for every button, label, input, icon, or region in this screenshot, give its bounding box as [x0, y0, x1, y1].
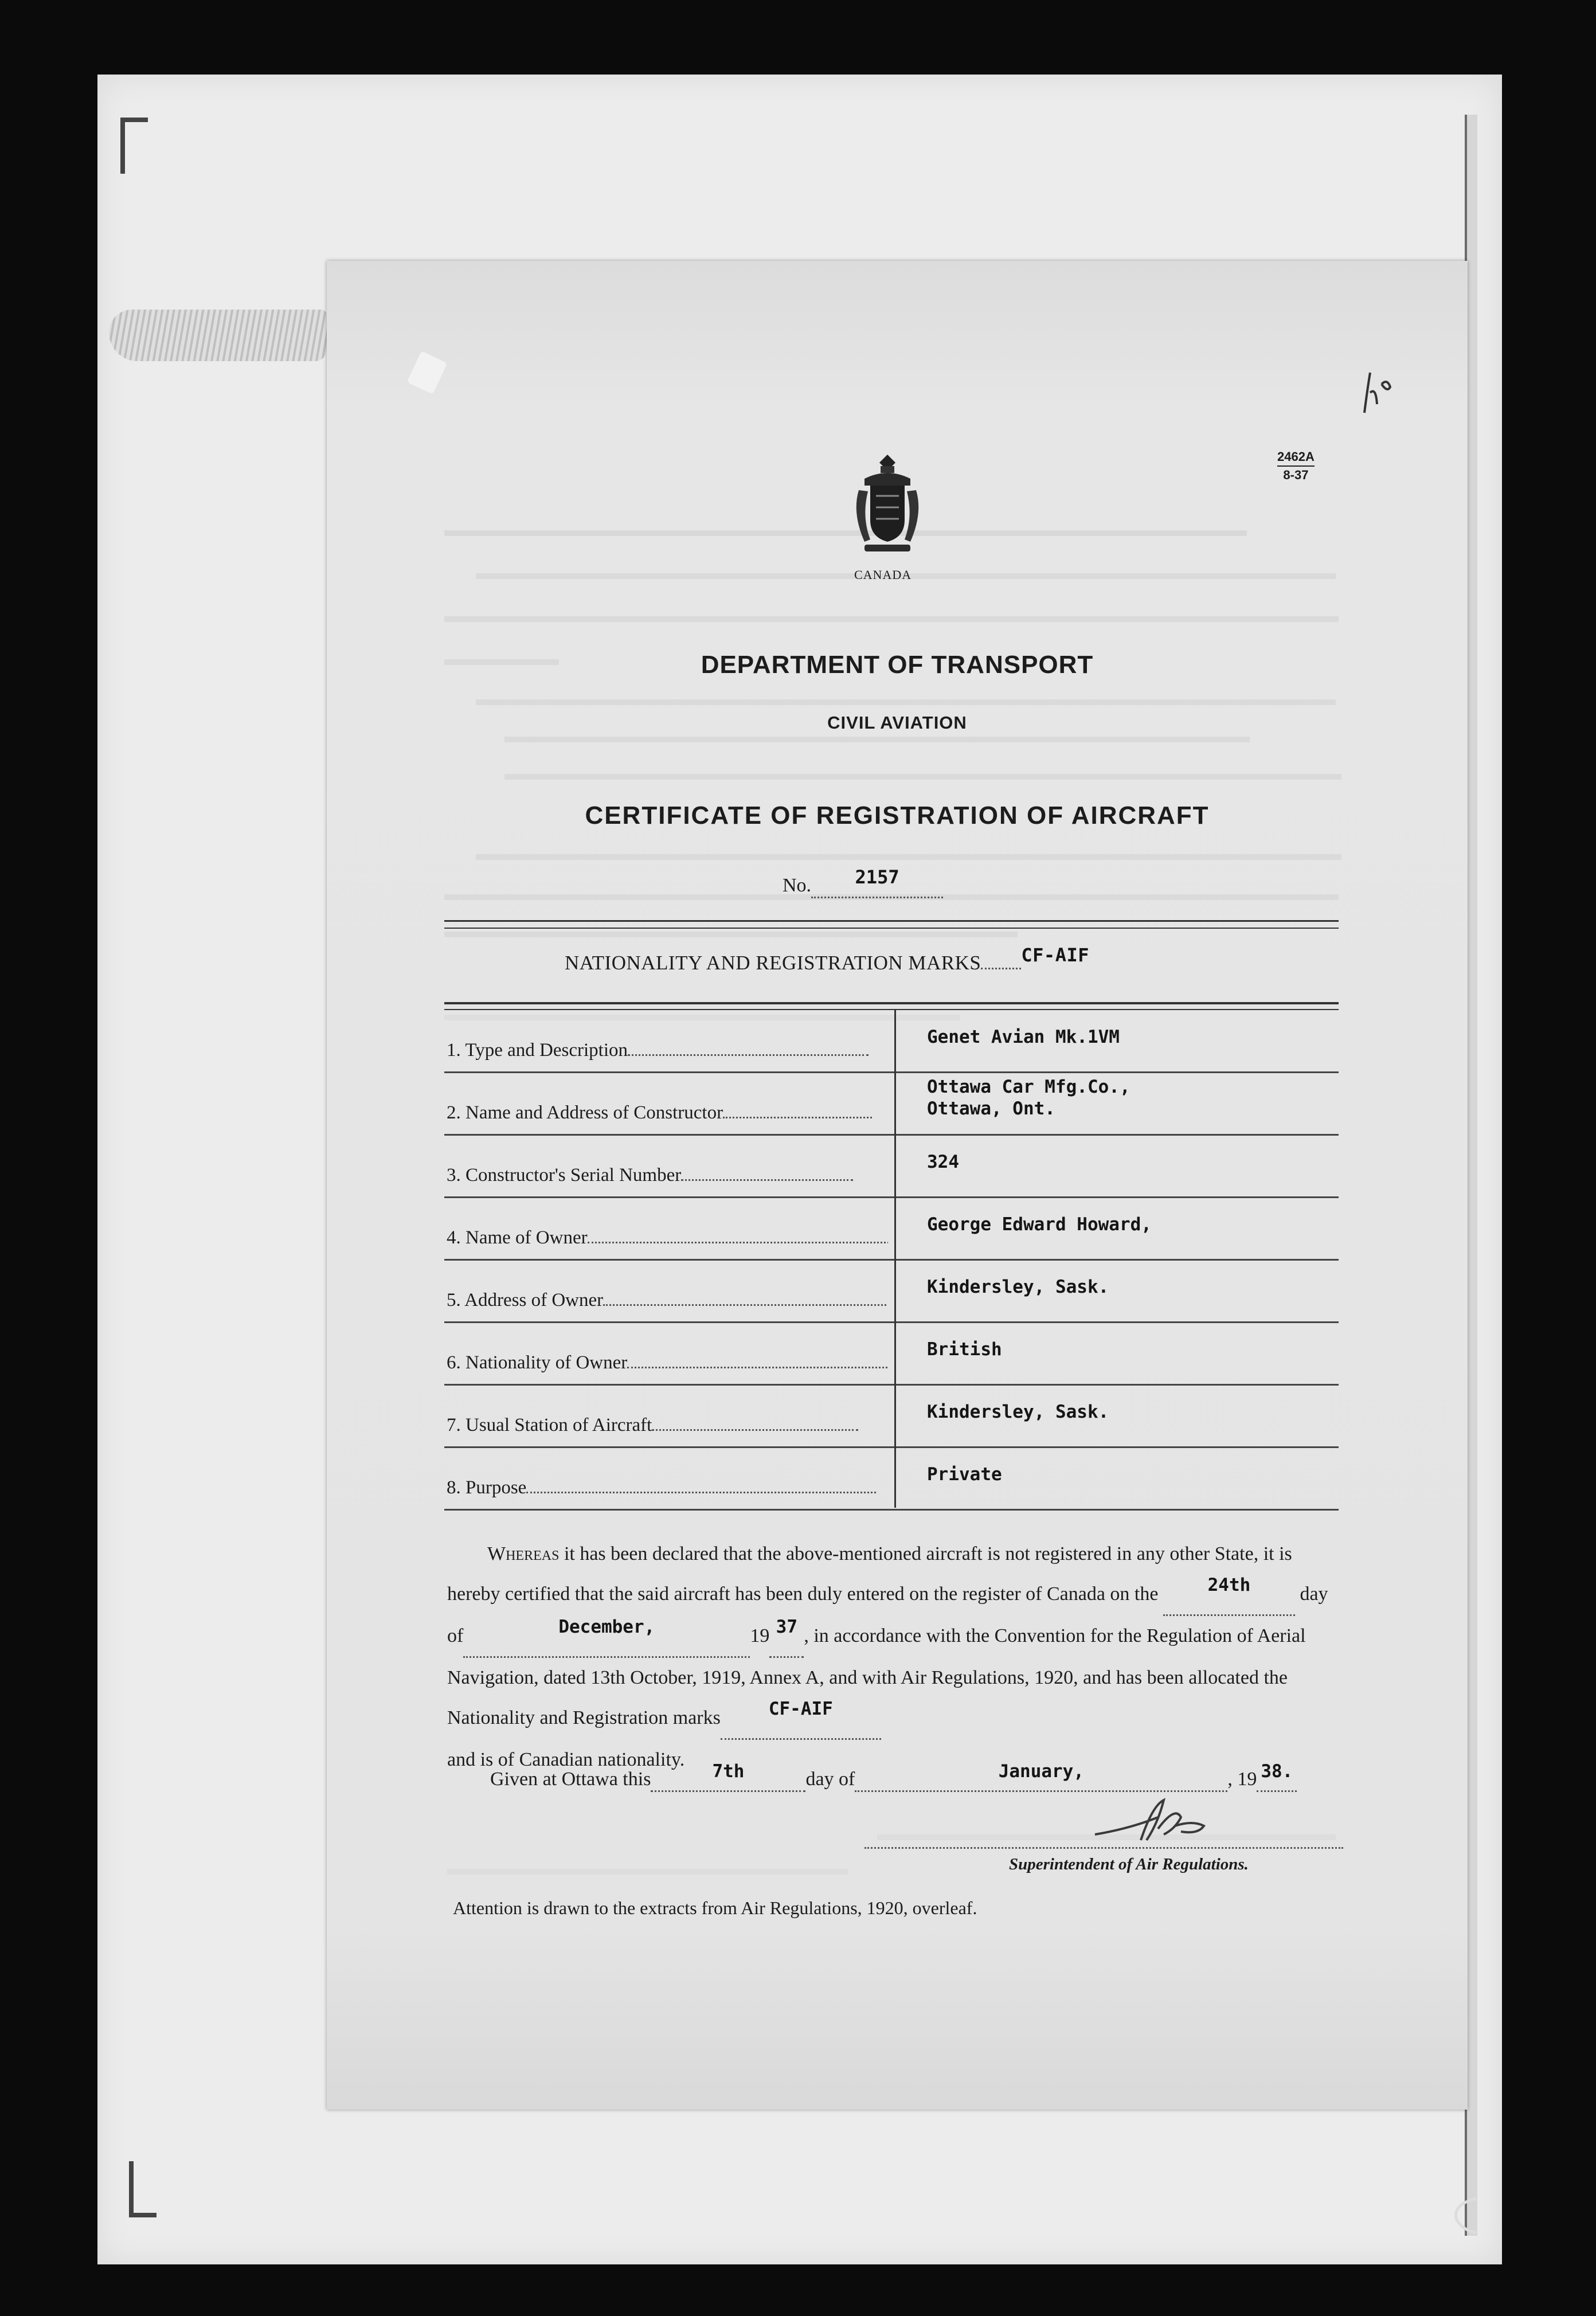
table-top-rule — [444, 1002, 1339, 1004]
certificate-title: CERTIFICATE OF REGISTRATION OF AIRCRAFT — [585, 801, 1210, 830]
form-number-bottom: 8-37 — [1283, 468, 1309, 482]
row-label: 8. Purpose — [447, 1477, 888, 1499]
form-number — [1277, 448, 1315, 484]
table-row — [444, 1384, 1339, 1448]
registration-month: December, — [558, 1617, 655, 1637]
nationality-marks-label: NATIONALITY AND REGISTRATION MARKS — [565, 952, 981, 974]
handwritten-mark-icon — [1353, 367, 1399, 418]
row-value: Genet Avian Mk.1VM — [927, 1027, 1120, 1047]
given-day: 7th — [712, 1761, 745, 1782]
division-title: CIVIL AVIATION — [827, 713, 967, 733]
row-value: Private — [927, 1464, 1002, 1485]
nationality-marks-value: CF-AIF — [1021, 944, 1089, 966]
table-row — [444, 1446, 1339, 1511]
registration-year: 37 — [776, 1617, 797, 1637]
nationality-marks-line — [565, 944, 1089, 975]
table-row — [444, 1196, 1339, 1261]
row-label: 4. Name of Owner — [447, 1227, 888, 1249]
paragraph-text-3: 19 — [750, 1625, 770, 1646]
department-title: DEPARTMENT OF TRANSPORT — [701, 651, 1094, 679]
table-row — [444, 1134, 1339, 1198]
paragraph-text-4: , in accordance with the Convention for the Regulation of Aerial Navigation, dated 13th October, 1919, Annex A, and with Air Regulations, 1920, and has been allocated the Nationality and Registration marks — [447, 1625, 1306, 1728]
row-value: 324 — [927, 1152, 959, 1172]
given-text-2: day of — [805, 1769, 855, 1790]
certification-paragraph — [447, 1534, 1341, 1780]
certificate-number — [783, 866, 943, 898]
given-text-1: Given at Ottawa this — [490, 1769, 651, 1790]
torn-paper-fragment — [109, 310, 327, 361]
attention-note: Attention is drawn to the extracts from Air Regulations, 1920, overleaf. — [453, 1898, 977, 1918]
given-year: 38. — [1261, 1761, 1293, 1782]
given-line — [490, 1761, 1297, 1792]
divider-top — [444, 920, 1339, 922]
row-value: Kindersley, Sask. — [927, 1277, 1109, 1297]
certificate-number-value: 2157 — [855, 866, 899, 888]
given-month: January, — [998, 1761, 1085, 1782]
page-curl-icon — [1448, 2196, 1482, 2236]
divider-top-2 — [444, 928, 1339, 929]
table-row — [444, 1009, 1339, 1073]
crest-label: CANADA — [854, 568, 912, 582]
paragraph-text-1: it has been declared that the above-mentioned aircraft is not registered in any other State, it is hereby certified that the said aircraft has been duly entered on the register of Canada on the — [447, 1543, 1292, 1605]
certificate-number-label: No. — [783, 875, 812, 896]
form-number-top: 2462A — [1277, 448, 1315, 467]
registration-day: 24th — [1207, 1575, 1251, 1595]
signature-icon — [1089, 1794, 1238, 1849]
signature-line — [864, 1847, 1343, 1849]
row-label: 3. Constructor's Serial Number — [447, 1165, 888, 1186]
paragraph-text-2: day of — [447, 1583, 1328, 1646]
row-label: 2. Name and Address of Constructor — [447, 1102, 888, 1124]
row-value: Ottawa Car Mfg.Co., Ottawa, Ont. — [927, 1077, 1130, 1119]
table-column-divider — [894, 1009, 896, 1508]
row-label: 1. Type and Description — [447, 1040, 888, 1061]
paragraph-text-5: and is of Canadian nationality. — [447, 1749, 685, 1770]
row-value: British — [927, 1339, 1002, 1360]
registration-marks: CF-AIF — [768, 1699, 833, 1719]
canada-coat-of-arms-icon — [847, 450, 928, 559]
row-value: Kindersley, Sask. — [927, 1402, 1109, 1422]
crop-mark-bottom-left — [129, 2161, 157, 2217]
whereas-word: Whereas — [487, 1543, 560, 1564]
row-label: 7. Usual Station of Aircraft — [447, 1415, 888, 1436]
row-label: 5. Address of Owner — [447, 1290, 888, 1311]
row-value: George Edward Howard, — [927, 1214, 1152, 1235]
crop-mark-top-left — [120, 118, 148, 174]
given-text-3: , 19 — [1227, 1769, 1257, 1790]
table-row — [444, 1321, 1339, 1386]
table-row — [444, 1071, 1339, 1136]
row-label: 6. Nationality of Owner — [447, 1352, 888, 1374]
table-row — [444, 1259, 1339, 1323]
signatory-title: Superintendent of Air Regulations. — [1009, 1855, 1249, 1873]
